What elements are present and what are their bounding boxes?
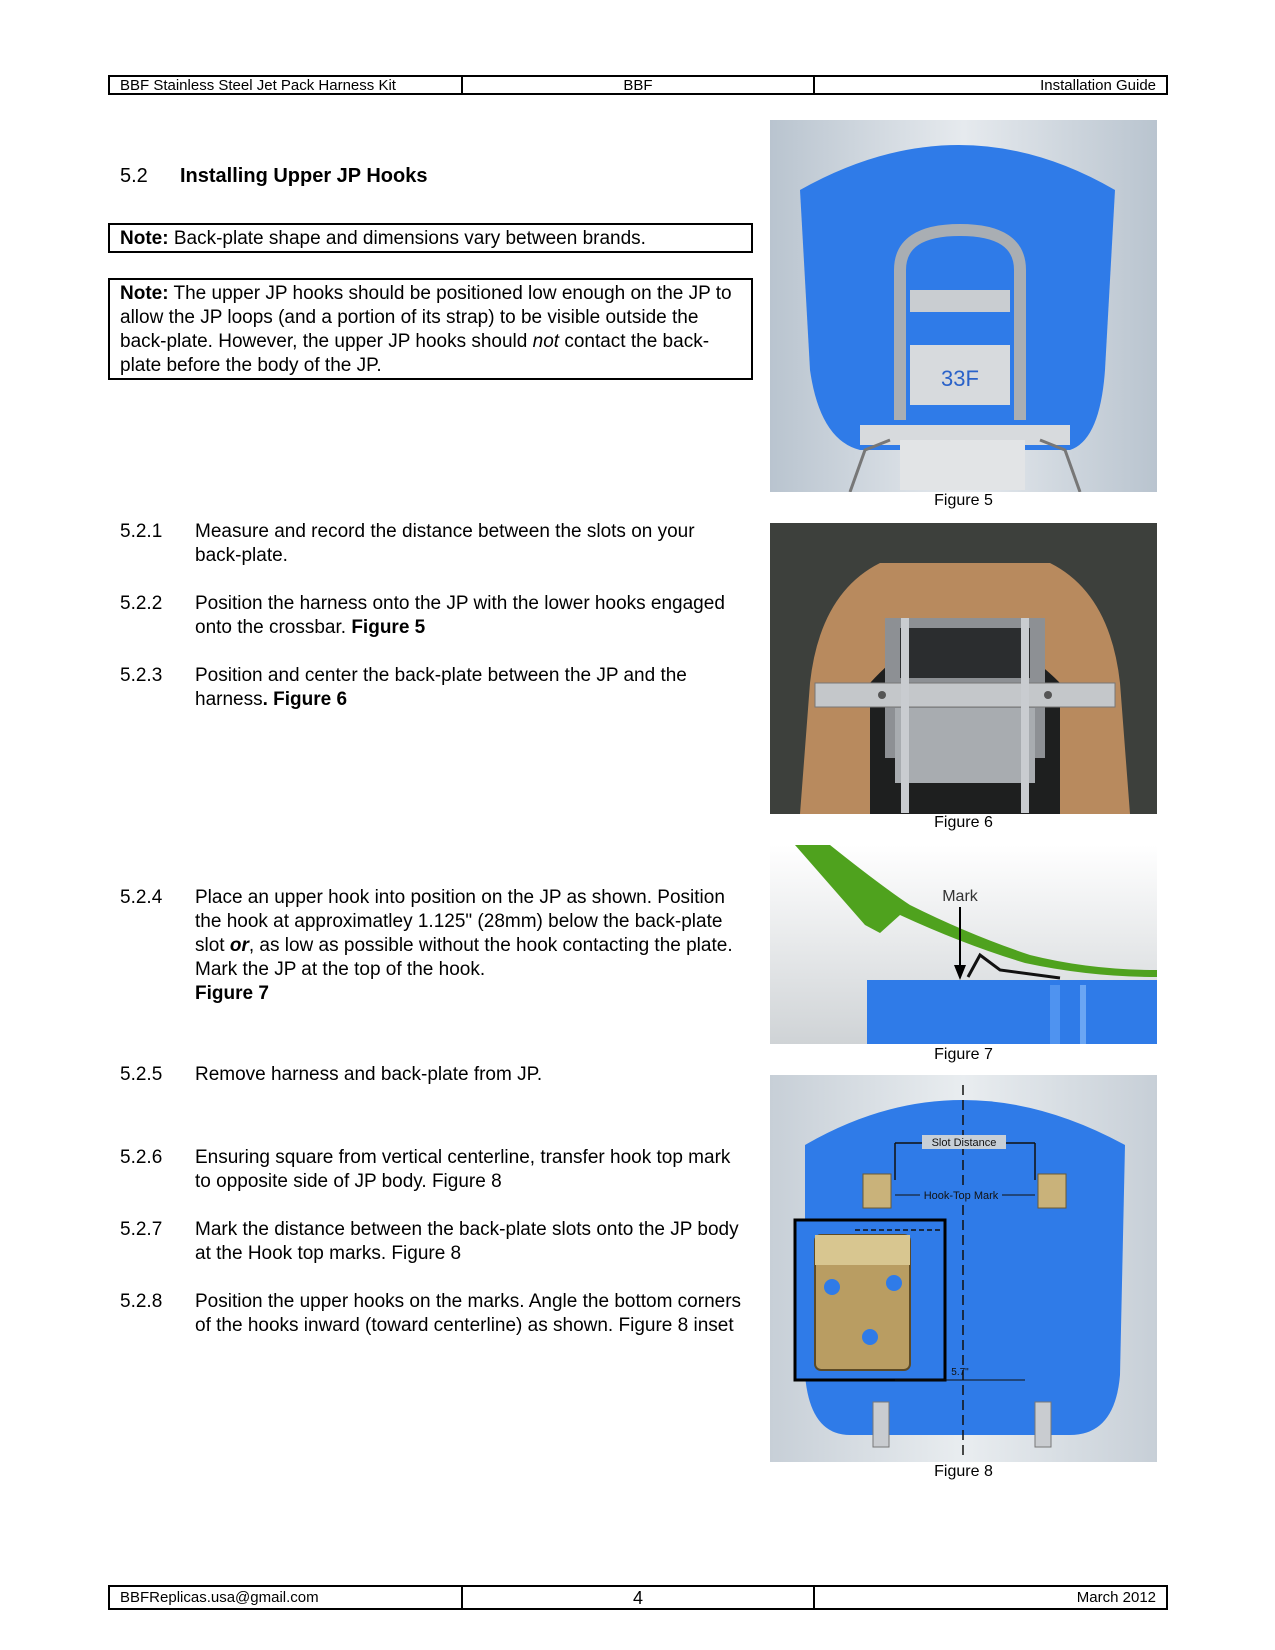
figure-5-image: [770, 120, 1157, 492]
figure-ref: Figure 5: [351, 617, 426, 638]
section-heading: [120, 165, 427, 188]
note-label: Note:: [120, 228, 169, 249]
step-number: 5.2.4: [120, 887, 163, 908]
note-emphasis: not: [532, 331, 560, 352]
figure-5-caption: Figure 5: [934, 492, 993, 509]
note-text: Back-plate shape and dimensions vary between brands.: [168, 228, 646, 249]
step-number: 5.2.2: [120, 593, 163, 614]
note-label: Note:: [120, 283, 169, 304]
step-text: Remove harness and back-plate from JP.: [195, 1064, 543, 1085]
section-number: 5.2: [120, 165, 148, 187]
note-box-brands: [108, 223, 753, 253]
plate-marking: 33F: [941, 366, 979, 391]
step-text: Measure and record the distance between the slots on your back-plate.: [195, 521, 695, 566]
slot-distance-label: Slot Distance: [931, 1137, 997, 1149]
footer-date: March 2012: [813, 1587, 1166, 1608]
step-number: 5.2.6: [120, 1147, 163, 1168]
step-number: 5.2.5: [120, 1064, 163, 1085]
figure-7-image: [770, 845, 1157, 1044]
section-title: Installing Upper JP Hooks: [180, 165, 428, 187]
step-emphasis: or: [229, 935, 249, 956]
note-box-hook-position: [108, 278, 753, 380]
figure-ref: Figure 6: [273, 689, 348, 710]
step-5-2-3: [120, 664, 745, 712]
step-text-punct: .: [262, 689, 274, 710]
step-5-2-4: [120, 886, 745, 1006]
step-text: Mark the distance between the back-plate slots onto the JP body at the Hook top marks. Figure 8: [195, 1219, 739, 1264]
step-number: 5.2.1: [120, 521, 163, 542]
step-5-2-2: [120, 592, 745, 640]
step-text: Position the upper hooks on the marks. Angle the bottom corners of the hooks inward (toward centerline) as shown. Figure 8 inset: [195, 1291, 742, 1336]
header-doc-type: Installation Guide: [813, 77, 1166, 93]
step-5-2-5: [120, 1063, 745, 1087]
figure-6-image: [770, 523, 1157, 814]
dimension-label: 5.7": [951, 1367, 969, 1378]
figure-7-caption: Figure 7: [934, 1046, 993, 1063]
hook-top-label: Hook-Top Mark: [923, 1190, 999, 1202]
step-5-2-1: [120, 520, 745, 568]
mark-label: Mark: [942, 888, 978, 905]
page-number: 4: [461, 1587, 814, 1608]
step-number: 5.2.7: [120, 1219, 163, 1240]
figure-8-caption: Figure 8: [934, 1463, 993, 1480]
figure-ref: Figure 7: [195, 983, 269, 1004]
note-text-a: The upper JP hooks should be positioned low enough on the JP to allow the JP loops (and a portion of its strap) to be visible outside the back-plate. However, the upper JP hooks should: [120, 283, 732, 352]
step-text: Position the harness onto the JP with the lower hooks engaged onto the crossbar.: [195, 593, 725, 638]
step-number: 5.2.3: [120, 665, 163, 686]
step-text: Position and center the back-plate between the JP and the harness: [195, 665, 687, 710]
step-5-2-7: [120, 1218, 745, 1266]
page-header: [108, 75, 1168, 95]
note-text-b: contact the back-plate before the body of the JP.: [120, 331, 710, 376]
step-text: Place an upper hook into position on the JP as shown. Position the hook at approximatley 1.125" (28mm) below the back-plate slot: [195, 887, 725, 956]
page-footer: [108, 1585, 1168, 1610]
step-text: Ensuring square from vertical centerline, transfer hook top mark to opposite side of JP body. Figure 8: [195, 1147, 731, 1192]
step-5-2-6: [120, 1146, 745, 1194]
step-number: 5.2.8: [120, 1291, 163, 1312]
figure-8-image: [770, 1075, 1157, 1462]
footer-email: BBFReplicas.usa@gmail.com: [120, 1589, 319, 1606]
header-brand: BBF: [461, 77, 814, 93]
header-doc-title: BBF Stainless Steel Jet Pack Harness Kit: [120, 76, 396, 94]
step-text-b: , as low as possible without the hook contacting the plate. Mark the JP at the top of the hook.: [195, 935, 733, 980]
figure-6-caption: Figure 6: [934, 814, 993, 831]
step-5-2-8: [120, 1290, 745, 1338]
